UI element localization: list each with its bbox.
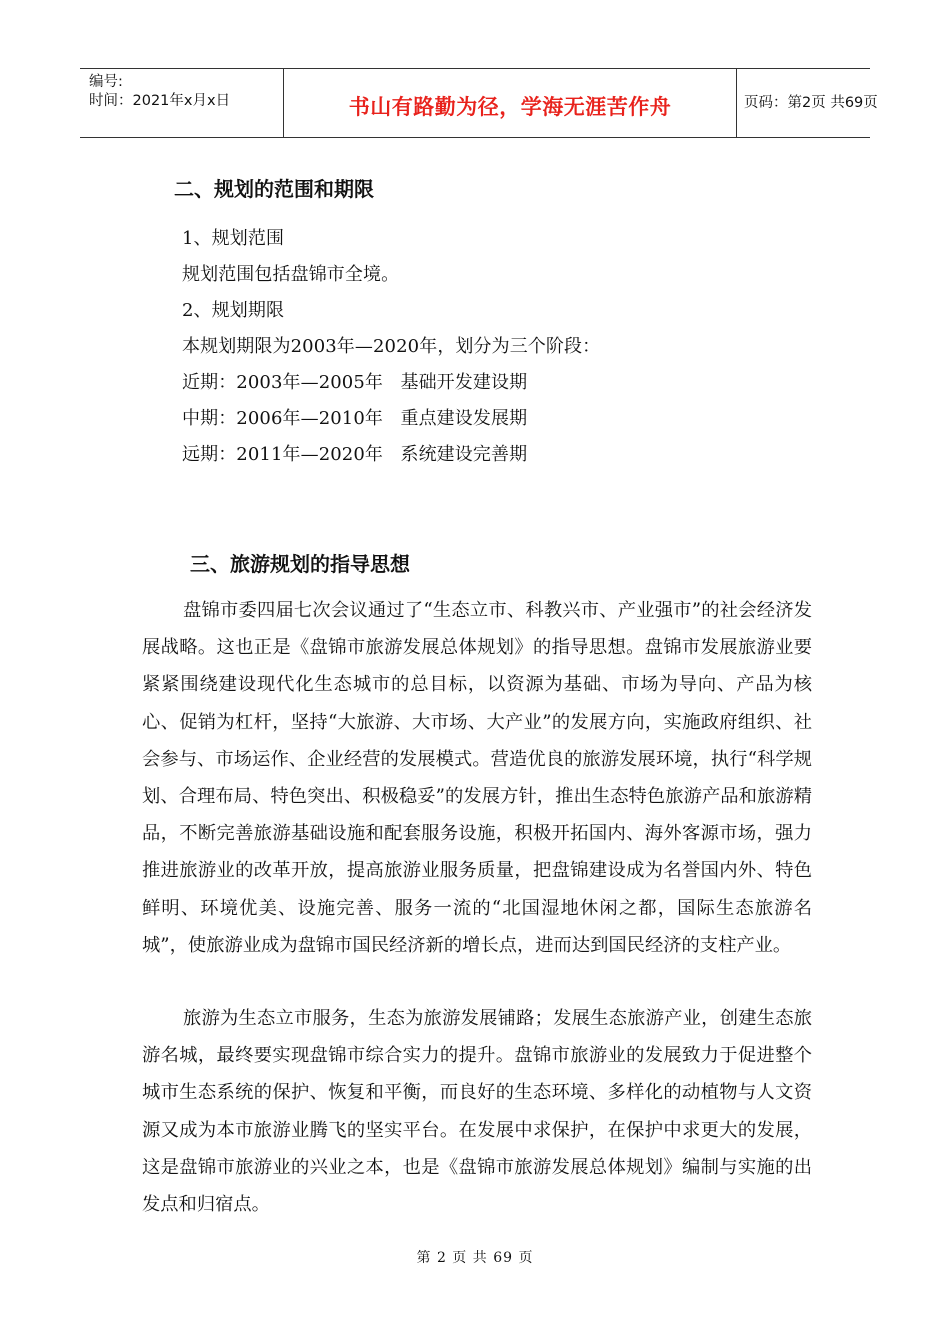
phase-item: 远期：2011年—2020年 系统建设完善期 [182, 444, 528, 465]
date-label: 时间：2021年x月x日 [89, 93, 231, 109]
phase-item: 近期：2003年—2005年 基础开发建设期 [182, 372, 528, 393]
period-text: 本规划期限为2003年—2020年，划分为三个阶段： [182, 336, 601, 357]
header-meta-cell [80, 69, 283, 137]
number-label: 编号: [89, 74, 123, 90]
page-header [80, 68, 878, 138]
section2-heading: 二、规划的范围和期限 [174, 177, 374, 201]
scope-text: 规划范围包括盘锦市全境。 [182, 264, 400, 285]
motto: 书山有路勤为径，学海无涯苦作舟 [348, 95, 672, 119]
period-heading: 2、规划期限 [182, 300, 285, 321]
body-paragraph: 盘锦市委四届七次会议通过了“生态立市、科教兴市、产业强市”的社会经济发展战略。这也正是《盘锦市旅游发展总体规划》的指导思想。盘锦市发展旅游业要紧紧围绕建设现代化生态城市的总目标，以资源为基础、市场为导向、产品为核心、促销为杠杆，坚持“大旅游、大市场、大产业”的发展方向，实施政府组织、社会参与、市场运作、企业经营的发展模式。营造优良的旅游发展环境，执行“科学规划、合理布局、特色突出、积极稳妥”的发展方针，推出生态特色旅游产品和旅游精品，不断完善旅游基础设施和配套服务设施，积极开拓国内、海外客源市场，强力推进旅游业的改革开放，提高旅游业服务质量，把盘锦建设成为名誉国内外、特色鲜明、环境优美、设施完善、服务一流的“北国湿地休闲之都，国际生态旅游名城”，使旅游业成为盘锦市国民经济新的增长点，进而达到国民经济的支柱产业。 [142, 600, 812, 956]
body-paragraph: 旅游为生态立市服务，生态为旅游发展铺路；发展生态旅游产业，创建生态旅游名城，最终要实现盘锦市综合实力的提升。盘锦市旅游业的发展致力于促进整个城市生态系统的保护、恢复和平衡，而良好的生态环境、多样化的动植物与人文资源又成为本市旅游业腾飞的坚实平台。在发展中求保护，在保护中求更大的发展，这是盘锦市旅游业的兴业之本，也是《盘锦市旅游发展总体规划》编制与实施的出发点和归宿点。 [142, 1008, 812, 1216]
header-page-cell [736, 69, 878, 137]
header-page-info: 页码：第2页 共69页 [744, 95, 878, 111]
section3-heading: 三、旅游规划的指导思想 [190, 552, 410, 576]
page-footer: 第 2 页 共 69 页 [416, 1250, 534, 1266]
scope-heading: 1、规划范围 [182, 228, 285, 249]
phase-item: 中期：2006年—2010年 重点建设发展期 [182, 408, 528, 429]
header-motto-cell [283, 69, 737, 137]
